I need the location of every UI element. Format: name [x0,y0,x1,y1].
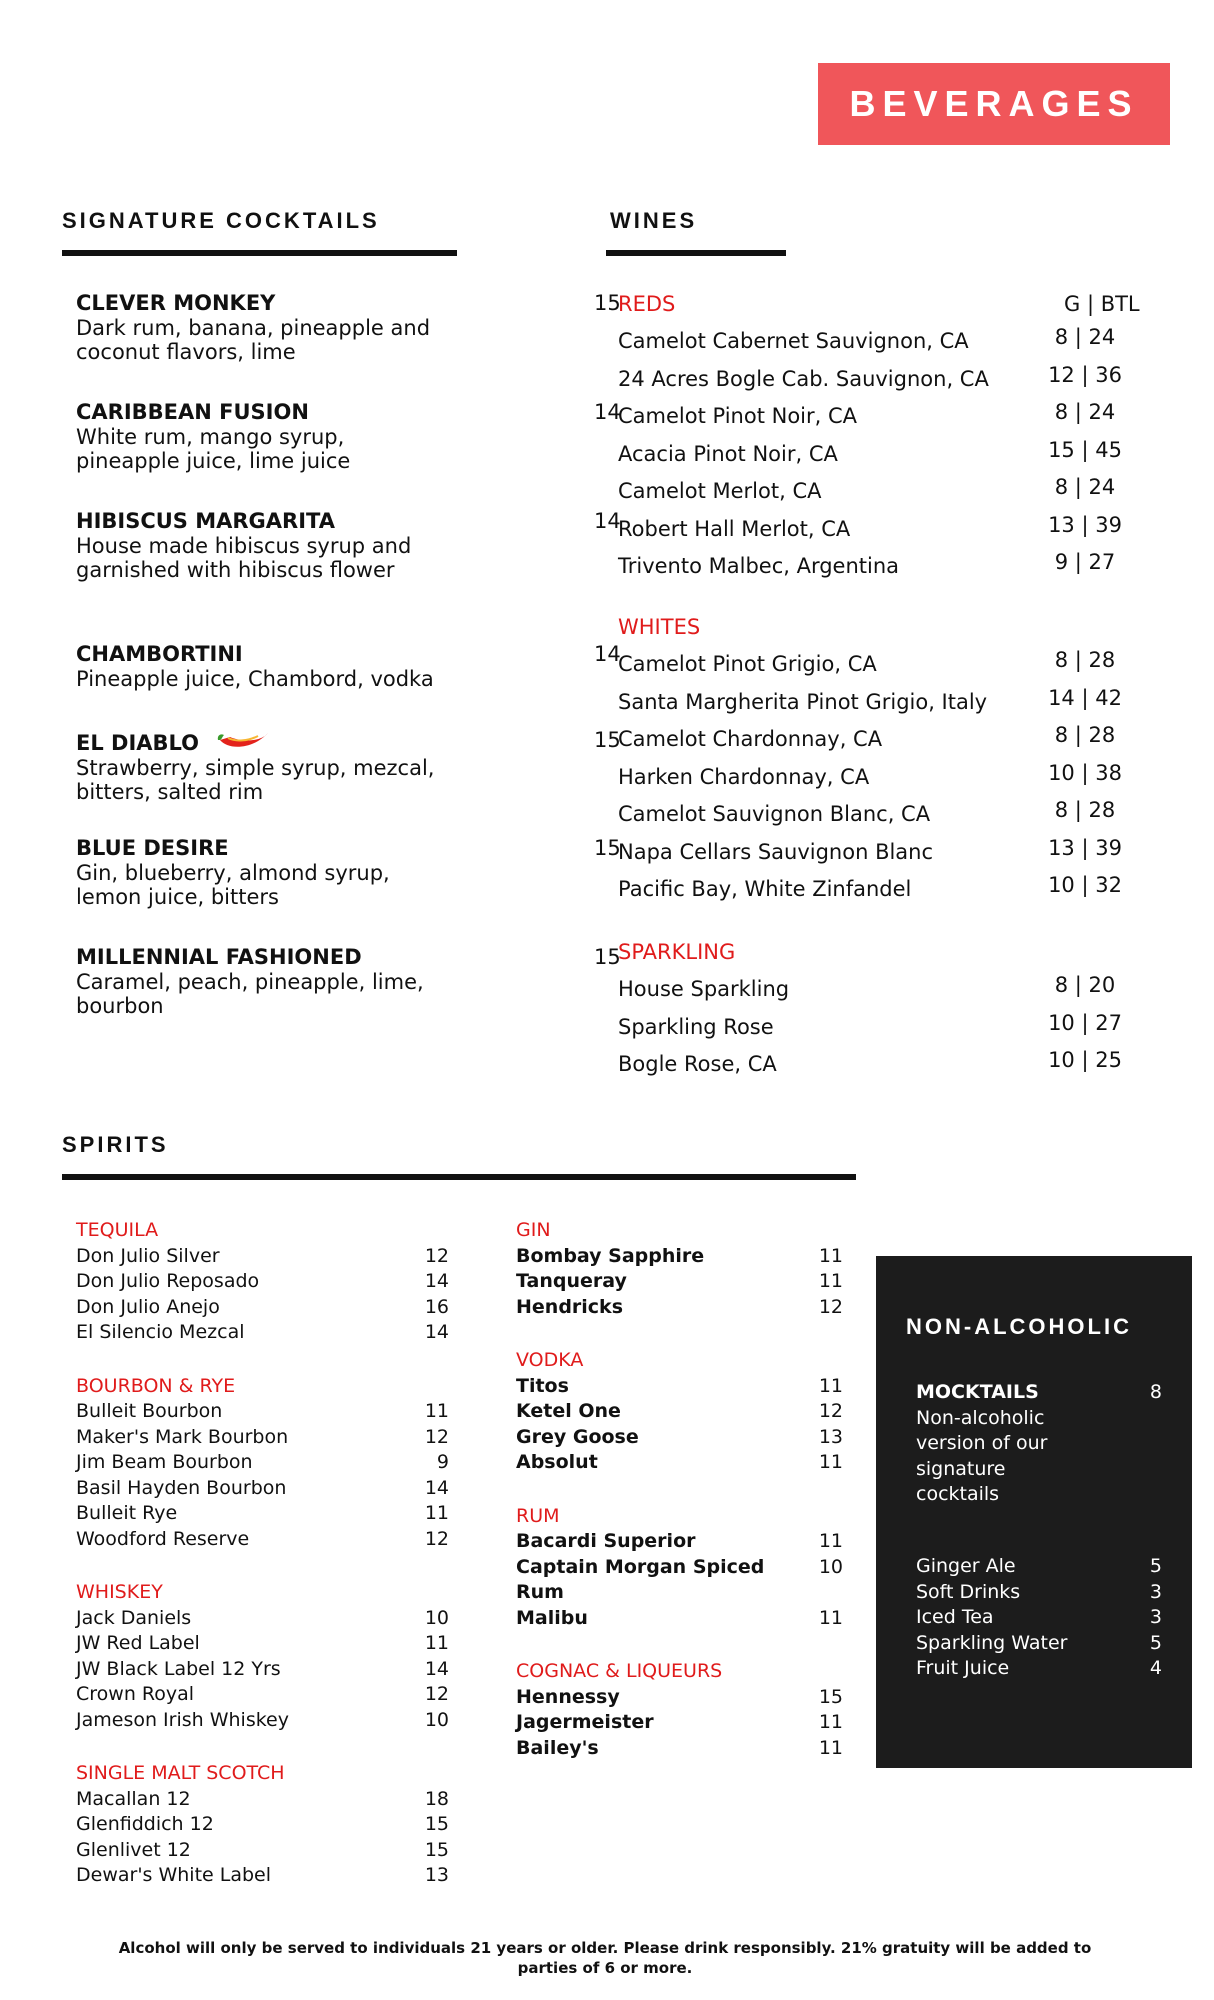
cocktail-price: 15 [594,836,621,860]
cocktail-name: HIBISCUS MARGARITA [76,509,335,533]
cocktail-name-row [76,728,546,756]
cocktail-desc: Dark rum, banana, pineapple and [76,316,431,340]
spirit-name: Bulleit Bourbon [76,1400,223,1422]
spirit-category: SINGLE MALT SCOTCH [76,1762,285,1784]
spirit-row [516,1244,843,1270]
mocktails-block [916,1380,1162,1508]
cocktail-item [76,400,621,473]
spirit-row [516,1399,843,1425]
spirit-price: 12 [424,1683,449,1705]
wine-name: Harken Chardonnay, CA [618,764,870,789]
spirit-category: BOURBON & RYE [76,1374,236,1397]
spirit-row [516,1529,843,1555]
spirit-name: Captain Morgan Spiced [516,1555,765,1578]
spirit-name: Glenfiddich 12 [76,1813,214,1835]
spirit-row [76,1425,449,1451]
non-alcoholic-row [916,1580,1162,1606]
non-alcoholic-row [916,1605,1162,1631]
spirit-name: Jim Beam Bourbon [76,1451,253,1473]
spirit-price: 11 [818,1374,843,1397]
non-alcoholic-title: NON-ALCOHOLIC [906,1314,1132,1339]
wine-price: 14 | 42 [1048,685,1122,710]
cocktail-item [76,836,621,909]
spirit-price: 13 [424,1864,449,1886]
spirit-row [76,1606,449,1632]
drink-price: 5 [1149,1555,1162,1577]
cocktail-desc: Pineapple juice, Chambord, vodka [76,667,434,691]
spirit-price: 14 [424,1476,449,1499]
spirit-name: Don Julio Reposado [76,1270,260,1292]
spirit-name: Titos [516,1374,569,1397]
spirit-row [516,1295,843,1321]
spirit-row [516,1269,843,1295]
spirit-price: 11 [818,1530,843,1552]
cocktail-desc: Caramel, peach, pineapple, lime, [76,970,424,994]
cocktail-item [76,728,621,804]
spirit-category: WHISKEY [76,1581,163,1603]
spirit-row [76,1657,449,1683]
wine-name: Sparkling Rose [618,1014,774,1039]
wine-price: 9 | 27 [1054,550,1116,574]
cocktail-name: MILLENNIAL FASHIONED [76,945,362,969]
wine-price: 8 | 28 [1054,648,1116,672]
wines-rule [606,250,786,256]
spirit-price: 10 [424,1708,449,1731]
wine-price: 12 | 36 [1048,362,1122,387]
spirit-row [516,1606,843,1632]
wine-price: 10 | 32 [1048,873,1122,897]
cocktail-desc: garnished with hibiscus flower [76,558,395,582]
spacer [516,1476,843,1504]
wine-name: House Sparkling [618,977,790,1001]
spirit-price: 12 [424,1244,449,1267]
spirit-row [516,1710,843,1736]
wine-category-sparkling: SPARKLING [618,940,736,964]
beverages-banner: BEVERAGES [818,63,1170,145]
wine-name: Pacific Bay, White Zinfandel [618,877,912,901]
spirit-name: Bacardi Superior [516,1530,696,1552]
wine-price: 15 | 45 [1048,437,1122,462]
spirit-name: Hennessy [516,1685,620,1708]
wine-name: Bogle Rose, CA [618,1052,777,1076]
spirit-row [76,1812,449,1838]
spacer [516,1320,843,1348]
mocktails-price: 8 [1149,1381,1162,1403]
drink-price: 4 [1149,1657,1162,1679]
spirit-row [516,1425,843,1451]
footer-disclaimer [80,1938,1130,1978]
mocktails-desc: signature [916,1457,1006,1480]
spirit-row [76,1838,449,1864]
spirit-row [76,1269,449,1295]
non-alcoholic-list [916,1554,1162,1682]
spirit-name: Dewar's White Label [76,1864,272,1886]
spacer [76,1733,449,1761]
spacer [76,1346,449,1374]
spirit-name: Basil Hayden Bourbon [76,1476,287,1499]
cocktail-price: 14 [594,400,621,424]
spirit-name: Bailey's [516,1736,599,1759]
signature-rule [62,250,457,256]
spirit-price: 11 [424,1400,449,1422]
spirit-row [76,1320,449,1346]
spirit-name: Malibu [516,1606,588,1629]
wine-name: Napa Cellars Sauvignon Blanc [618,839,934,864]
spirit-row [516,1374,843,1400]
wine-price: 8 | 24 [1054,475,1116,499]
spirit-price: 11 [424,1632,449,1654]
spirit-name: JW Red Label [76,1632,200,1654]
cocktail-name: CHAMBORTINI [76,642,243,666]
spirit-price: 16 [424,1295,449,1318]
spirit-category: TEQUILA [76,1219,159,1241]
spirit-name: JW Black Label 12 Yrs [76,1657,281,1680]
drink-name: Fruit Juice [916,1657,1010,1679]
spirit-name: Maker's Mark Bourbon [76,1425,289,1448]
spirit-category: VODKA [516,1349,584,1371]
wine-price: 8 | 20 [1054,973,1116,997]
drink-name: Ginger Ale [916,1555,1016,1577]
cocktail-desc: bitters, salted rim [76,780,264,804]
wines-title: WINES [610,208,698,233]
wine-price: 13 | 39 [1048,835,1122,860]
spirit-row [76,1476,449,1502]
spirit-price: 14 [424,1270,449,1292]
spirit-name: Jack Daniels [76,1606,192,1629]
spirit-name: Absolut [516,1451,598,1473]
cocktail-price: 15 [594,728,621,752]
spirit-row [76,1501,449,1527]
cocktail-desc: lemon juice, bitters [76,885,279,909]
signature-cocktails-title: SIGNATURE COCKTAILS [62,208,380,233]
spacer [76,1552,449,1580]
spirit-row [76,1787,449,1813]
spirit-name: Don Julio Anejo [76,1295,220,1318]
spirit-row [516,1450,843,1476]
mocktails-desc: Non-alcoholic [916,1406,1045,1429]
cocktail-item [76,945,621,1018]
spirit-price: 12 [424,1425,449,1448]
spirits-left-column [76,1218,449,1889]
spirit-row [516,1736,843,1762]
spirit-name: Grey Goose [516,1425,639,1448]
wine-price: 8 | 24 [1054,325,1116,349]
drink-name: Sparkling Water [916,1631,1068,1654]
mocktails-row [916,1380,1162,1406]
non-alcoholic-row [916,1656,1162,1682]
spirit-row [76,1450,449,1476]
wine-price: 8 | 24 [1054,400,1116,424]
cocktail-name: EL DIABLO [76,731,200,755]
wine-name: Camelot Pinot Noir, CA [618,404,858,428]
spirit-name: Bombay Sapphire [516,1244,705,1267]
drink-price: 3 [1149,1606,1162,1628]
spirit-name: Rum [516,1581,564,1603]
spirit-category: RUM [516,1504,560,1527]
spirit-price: 12 [818,1400,843,1422]
spirit-category: COGNAC & LIQUEURS [516,1660,723,1682]
wine-price: 8 | 28 [1054,723,1116,747]
spirits-title: SPIRITS [62,1132,169,1157]
cocktail-price: 15 [594,945,621,969]
spirit-price: 11 [818,1451,843,1473]
cocktail-name: CLEVER MONKEY [76,291,276,315]
spirits-right-column [516,1218,843,1761]
non-alcoholic-row [916,1631,1162,1657]
wine-price: 10 | 38 [1048,760,1122,785]
spirit-price: 12 [424,1527,449,1550]
drink-price: 3 [1149,1580,1162,1603]
mocktails-label: MOCKTAILS [916,1381,1039,1403]
cocktail-name: BLUE DESIRE [76,836,229,860]
spirit-price: 14 [424,1321,449,1343]
footer-line: parties of 6 or more. [517,1959,693,1977]
wine-name: Camelot Chardonnay, CA [618,727,883,751]
cocktail-price: 15 [594,291,621,315]
spirit-row [76,1244,449,1270]
spirit-name: Jagermeister [516,1711,654,1733]
spirit-price: 11 [818,1270,843,1292]
cocktail-item [76,642,621,691]
footer-line: Alcohol will only be served to individuals 21 years or older. Please drink responsibly. 21% gratuity will be added to [118,1939,1092,1957]
spirit-price: 15 [818,1685,843,1708]
spirit-price: 10 [424,1606,449,1629]
wine-price: 10 | 25 [1048,1048,1122,1072]
spirit-name: Macallan 12 [76,1787,191,1810]
spirit-row [516,1555,843,1581]
drink-name: Iced Tea [916,1606,994,1628]
spirit-name: Hendricks [516,1295,624,1318]
spirit-name: El Silencio Mezcal [76,1321,245,1343]
spirit-row [76,1863,449,1889]
spirit-name: Woodford Reserve [76,1527,250,1550]
mocktails-desc: version of our [916,1432,1048,1454]
wine-name: Acacia Pinot Noir, CA [618,441,838,466]
spirits-rule [62,1174,856,1180]
wine-price: 13 | 39 [1048,512,1122,537]
wine-price: 10 | 27 [1048,1010,1122,1035]
spirit-row [76,1682,449,1708]
spirit-row [516,1580,843,1606]
cocktail-desc: bourbon [76,994,164,1018]
cocktail-desc: Gin, blueberry, almond syrup, [76,861,390,885]
wine-name: Camelot Cabernet Sauvignon, CA [618,329,969,353]
cocktail-desc: Strawberry, simple syrup, mezcal, [76,756,435,780]
cocktail-item [76,291,621,364]
spirit-price: 10 [818,1555,843,1578]
non-alcoholic-row [916,1554,1162,1580]
wine-name: 24 Acres Bogle Cab. Sauvignon, CA [618,366,989,391]
wine-category-whites: WHITES [618,615,701,639]
wine-price: 8 | 28 [1054,798,1116,822]
spirit-row [76,1708,449,1734]
spirit-name: Don Julio Silver [76,1244,220,1267]
spirit-name: Jameson Irish Whiskey [76,1708,289,1731]
spirit-row [76,1399,449,1425]
drink-name: Soft Drinks [916,1580,1021,1603]
wine-name: Camelot Merlot, CA [618,479,822,503]
cocktail-desc: House made hibiscus syrup and [76,534,412,558]
spirit-row [76,1295,449,1321]
non-alcoholic-box [876,1256,1192,1768]
spirit-price: 15 [424,1838,449,1861]
wine-name: Camelot Sauvignon Blanc, CA [618,802,931,826]
cocktail-price: 14 [594,509,621,533]
spirit-price: 15 [424,1813,449,1835]
spirit-price: 11 [818,1736,843,1759]
wine-category-reds: REDS [618,292,676,316]
spirit-price: 12 [818,1295,843,1318]
spirit-price: 11 [818,1244,843,1267]
spirit-name: Crown Royal [76,1683,195,1705]
spirit-name: Glenlivet 12 [76,1838,191,1861]
wine-name: Camelot Pinot Grigio, CA [618,652,877,676]
wine-price-header: G | BTL [1064,292,1140,316]
cocktail-name: CARIBBEAN FUSION [76,400,309,424]
spirit-price: 11 [818,1606,843,1629]
drink-price: 5 [1149,1631,1162,1654]
spirit-price: 18 [424,1787,449,1810]
spirit-price: 13 [818,1425,843,1448]
spirit-price: 11 [424,1502,449,1524]
cocktail-desc: White rum, mango syrup, [76,425,345,449]
mocktails-desc: cocktails [916,1483,1000,1505]
spirit-name: Tanqueray [516,1270,627,1292]
wine-name: Robert Hall Merlot, CA [618,516,851,541]
spirit-row [76,1631,449,1657]
spirit-price: 14 [424,1657,449,1680]
spirit-name: Bulleit Rye [76,1502,178,1524]
spirit-name: Ketel One [516,1400,621,1422]
cocktail-price: 14 [594,642,621,666]
spacer [516,1631,843,1659]
spirit-category: GIN [516,1219,551,1241]
chili-pepper-icon [214,728,272,752]
spirit-row [76,1527,449,1553]
spirit-price: 9 [436,1451,449,1473]
spirit-price: 11 [818,1711,843,1733]
cocktail-item [76,509,621,582]
cocktail-desc: coconut flavors, lime [76,340,296,364]
wine-name: Trivento Malbec, Argentina [618,554,900,578]
spirit-row [516,1685,843,1711]
wine-name: Santa Margherita Pinot Grigio, Italy [618,689,988,714]
cocktail-desc: pineapple juice, lime juice [76,449,351,473]
